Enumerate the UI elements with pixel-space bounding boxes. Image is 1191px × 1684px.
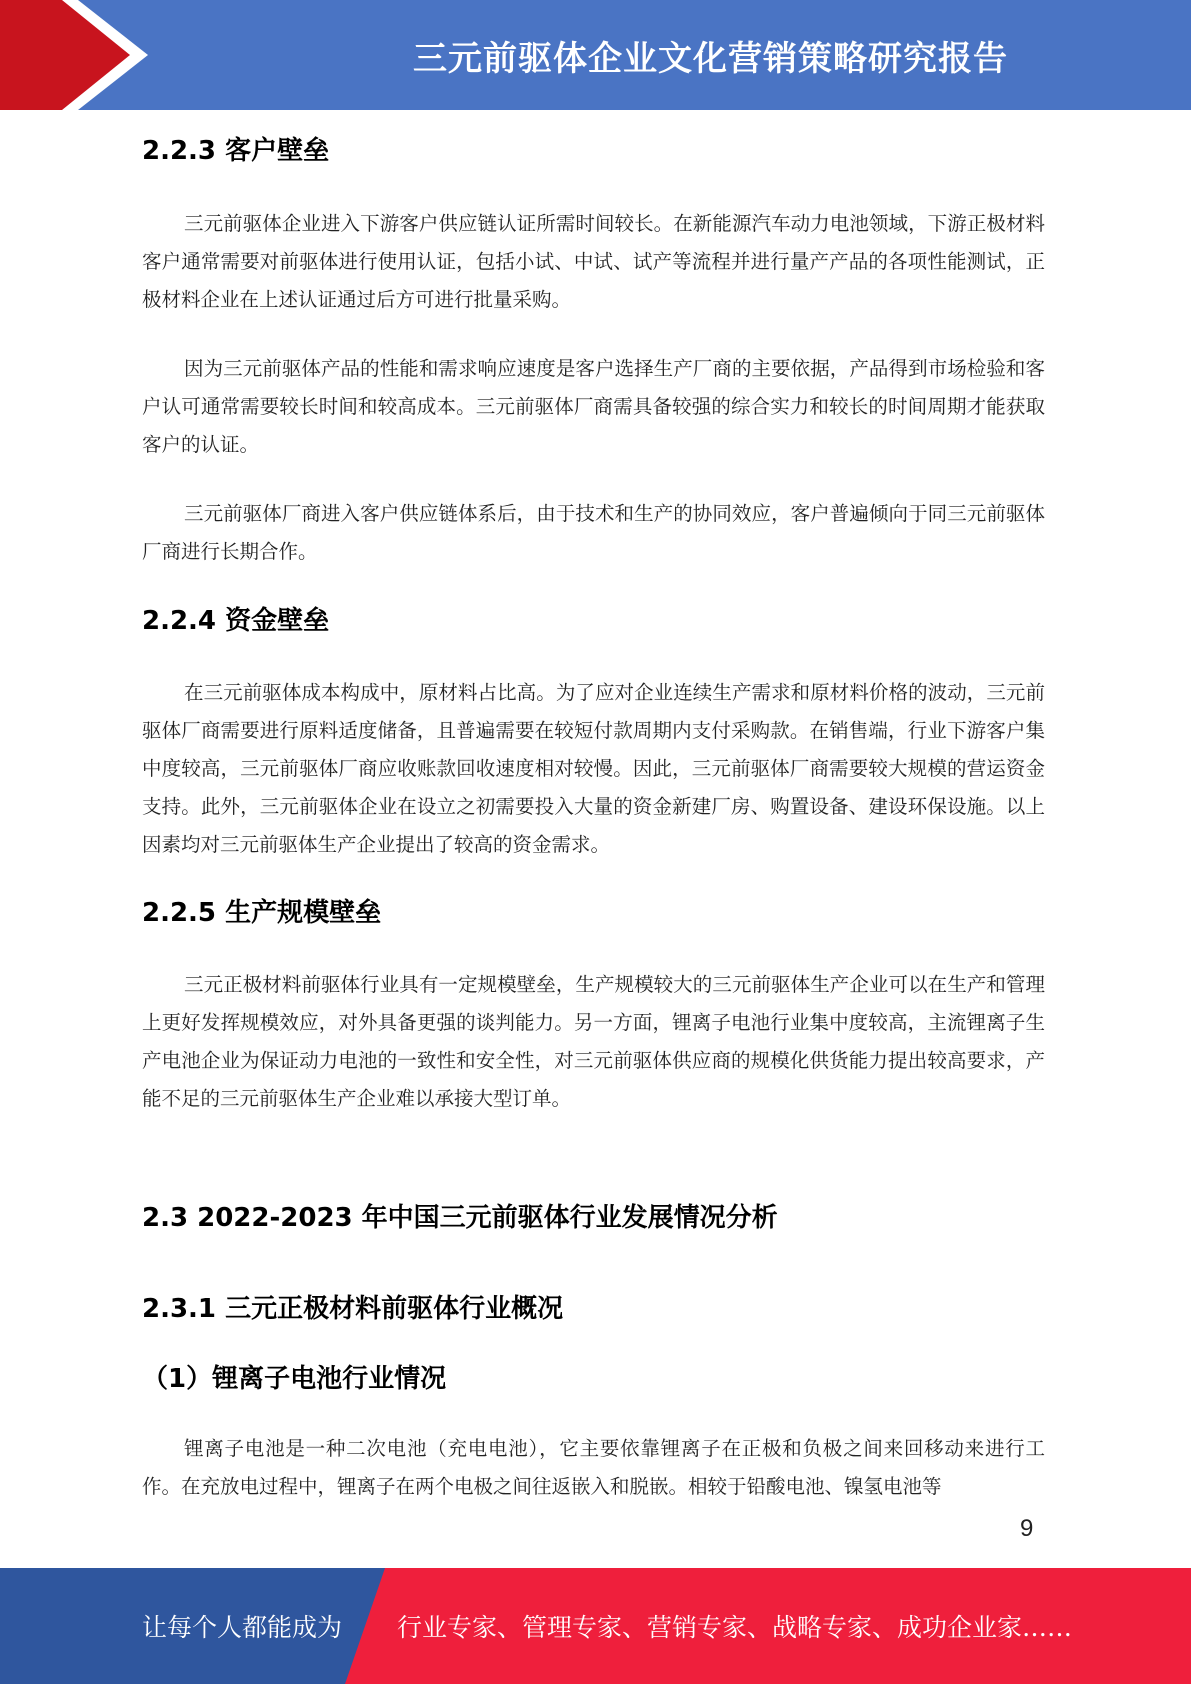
paragraph: 三元前驱体企业进入下游客户供应链认证所需时间较长。在新能源汽车动力电池领域，下游正极材料客户通常需要对前驱体进行使用认证，包括小试、中试、试产等流程并进行量产产品的各项性能测试，正极材料企业在上述认证通过后方可进行批量采购。 <box>142 212 1045 311</box>
paragraph: 在三元前驱体成本构成中，原材料占比高。为了应对企业连续生产需求和原材料价格的波动，三元前驱体厂商需要进行原料适度储备，且普遍需要在较短付款周期内支付采购款。在销售端，行业下游客户集中度较高，三元前驱体厂商应收账款回收速度相对较慢。因此，三元前驱体厂商需要较大规模的营运资金支持。此外，三元前驱体企业在设立之初需要投入大量的资金新建厂房、购置设备、建设环保设施。以上因素均对三元前驱体生产企业提出了较高的资金需求。 <box>142 681 1045 856</box>
page-header <box>0 0 1191 110</box>
paragraph: 三元前驱体厂商进入客户供应链体系后，由于技术和生产的协同效应，客户普遍倾向于同三元前驱体厂商进行长期合作。 <box>142 502 1045 563</box>
paragraph: 因为三元前驱体产品的性能和需求响应速度是客户选择生产厂商的主要依据，产品得到市场检验和客户认可通常需要较长时间和较高成本。三元前驱体厂商需具备较强的综合实力和较长的时间周期才能获取客户的认证。 <box>142 357 1045 456</box>
section-heading-2-2-5: 2.2.5 生产规模壁垒 <box>142 898 382 928</box>
section-heading-2-2-4: 2.2.4 资金壁垒 <box>142 606 330 636</box>
section-heading-2-2-3: 2.2.3 客户壁垒 <box>142 136 330 166</box>
paragraph: 三元正极材料前驱体行业具有一定规模壁垒，生产规模较大的三元前驱体生产企业可以在生产和管理上更好发挥规模效应，对外具备更强的谈判能力。另一方面，锂离子电池行业集中度较高，主流锂离子生产电池企业为保证动力电池的一致性和安全性，对三元前驱体供应商的规模化供货能力提出较高要求，产能不足的三元前驱体生产企业难以承接大型订单。 <box>142 973 1045 1110</box>
page-footer <box>0 1568 1191 1684</box>
section-heading-2-3: 2.3 2022-2023 年中国三元前驱体行业发展情况分析 <box>142 1203 778 1233</box>
report-title: 三元前驱体企业文化营销策略研究报告 <box>413 38 1008 79</box>
subsection-heading-1: （1）锂离子电池行业情况 <box>142 1364 447 1394</box>
section-heading-2-3-1: 2.3.1 三元正极材料前驱体行业概况 <box>142 1294 564 1324</box>
paragraph: 锂离子电池是一种二次电池（充电电池），它主要依靠锂离子在正极和负极之间来回移动来进行工作。在充放电过程中，锂离子在两个电极之间往返嵌入和脱嵌。相较于铅酸电池、镍氢电池等 <box>142 1437 1045 1498</box>
page-number: 9 <box>1020 1515 1034 1542</box>
footer-slogan-left: 让每个人都能成为 <box>142 1613 343 1642</box>
footer-slogan-right: 行业专家、管理专家、营销专家、战略专家、成功企业家…… <box>397 1613 1073 1642</box>
